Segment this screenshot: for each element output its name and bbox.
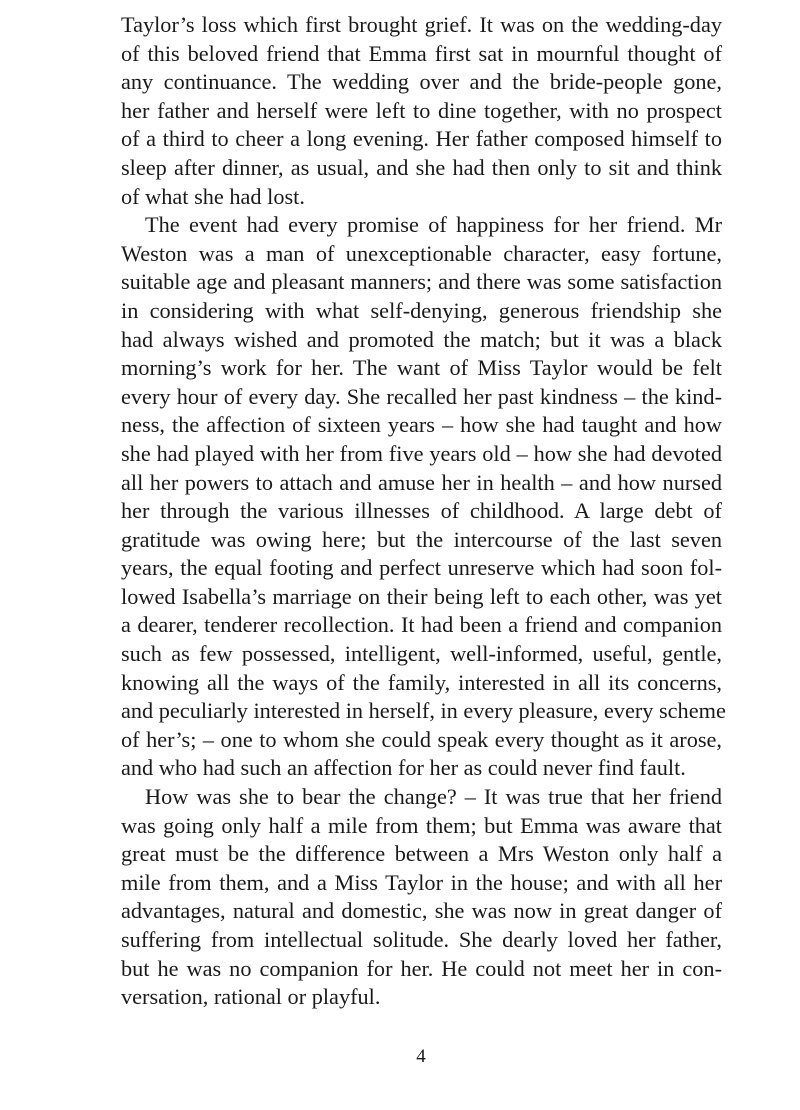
text-line: great must be the difference between a Mrs Weston only half a (121, 841, 722, 867)
text-line: in considering with what self-denying, generous friendship she (121, 297, 722, 323)
paragraph (121, 783, 722, 1012)
text-line: The event had every promise of happiness for her friend. Mr (145, 212, 722, 238)
text-line: and peculiarly interested in herself, in every pleasure, every scheme (121, 698, 726, 724)
text-line: Taylor’s loss which first brought grief. It was on the wedding-day (121, 12, 722, 37)
text-line: of what she had lost. (121, 183, 305, 209)
text-line: suitable age and pleasant manners; and there was some satisfaction (121, 269, 722, 295)
text-line: any continuance. The wedding over and the bride-people gone, (121, 69, 722, 95)
text-line: but he was no companion for her. He could not meet her in con- (121, 955, 722, 981)
paragraph (121, 11, 722, 211)
text-line: of this beloved friend that Emma first sat in mournful thought of (121, 40, 722, 66)
text-line: her father and herself were left to dine together, with no prospect (121, 97, 722, 123)
text-line: years, the equal footing and perfect unreserve which had soon fol- (121, 555, 722, 581)
text-line: suffering from intellectual solitude. She dearly loved her father, (121, 927, 722, 952)
text-line: gratitude was owing here; but the intercourse of the last seven (121, 526, 722, 552)
text-line: had always wished and promoted the match; but it was a black (121, 326, 722, 352)
text-line: Weston was a man of unexceptionable character, easy fortune, (121, 240, 722, 266)
text-line: advantages, natural and domestic, she was now in great danger of (121, 898, 722, 924)
text-line: versation, rational or playful. (121, 984, 381, 1010)
text-line: lowed Isabella’s marriage on their being left to each other, was yet (121, 583, 722, 609)
text-line: all her powers to attach and amuse her in health – and how nursed (121, 469, 722, 495)
text-line: such as few possessed, intelligent, well-informed, useful, gentle, (121, 641, 722, 667)
text-line: sleep after dinner, as usual, and she had then only to sit and think (121, 154, 722, 180)
text-line: How was she to bear the change? – It was true that her friend (145, 784, 722, 810)
text-line: knowing all the ways of the family, interested in all its concerns, (121, 669, 722, 695)
body-text (121, 11, 726, 1012)
paragraph (121, 211, 726, 783)
text-line: of her’s; – one to whom she could speak every thought as it arose, (121, 726, 722, 752)
text-line: morning’s work for her. The want of Miss Taylor would be felt (121, 355, 722, 381)
text-line: her through the various illnesses of childhood. A large debt of (121, 498, 722, 524)
text-line: and who had such an affection for her as could never find fault. (121, 755, 686, 781)
text-line: was going only half a mile from them; but Emma was aware that (121, 812, 722, 838)
text-line: of a third to cheer a long evening. Her father composed himself to (121, 126, 722, 152)
text-line: a dearer, tenderer recollection. It had been a friend and companion (121, 612, 722, 638)
text-line: she had played with her from five years old – how she had devoted (121, 440, 722, 466)
text-line: every hour of every day. She recalled her past kindness – the kind- (121, 383, 722, 409)
text-line: mile from them, and a Miss Taylor in the house; and with all her (121, 869, 722, 895)
text-line: ness, the affection of sixteen years – how she had taught and how (121, 412, 722, 438)
page-number: 4 (416, 1046, 426, 1067)
